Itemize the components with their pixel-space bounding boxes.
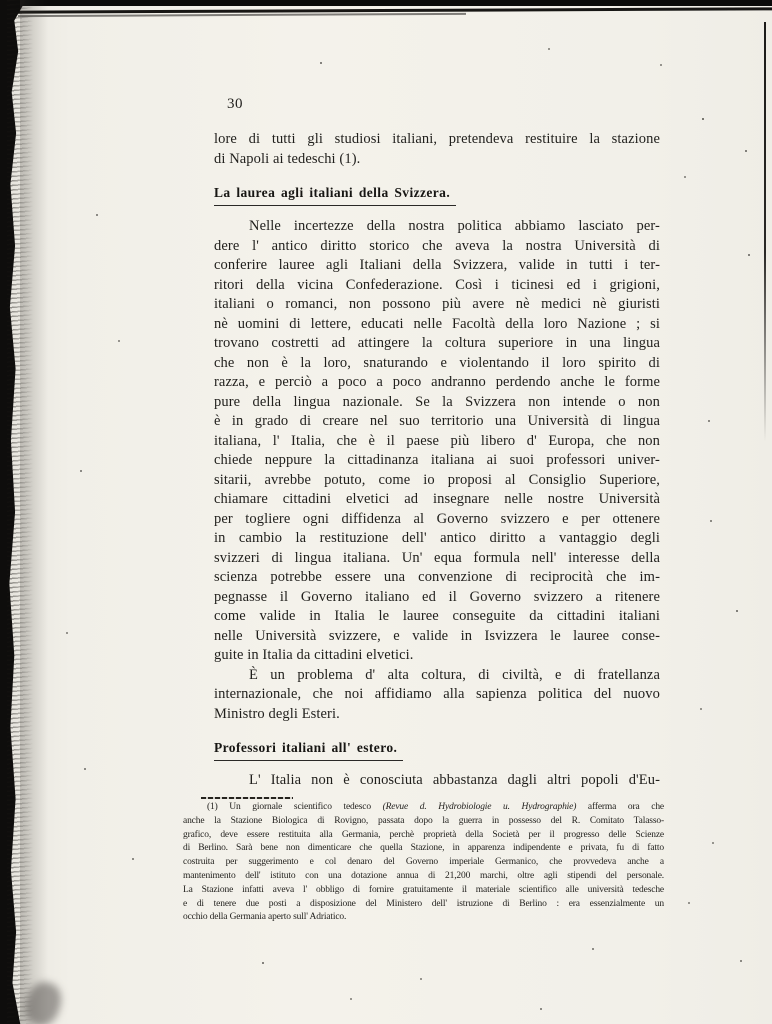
- page-number: 30: [227, 96, 243, 112]
- text-line: trovano costretti ad attingere la coltura superiore in una lingua: [214, 335, 660, 351]
- scan-gutter-shadow: [20, 0, 48, 1024]
- footnote-line: occhio della Germania aperto sull' Adriatico.: [183, 912, 347, 923]
- text-line: chiede neppure la cittadinanza italiana ai suoi professori univer-: [214, 452, 660, 468]
- paragraph-2: [214, 666, 660, 725]
- section-heading-2: [214, 739, 403, 761]
- section-heading-1-text: La laurea agli italiani della Svizzera.: [214, 185, 456, 206]
- text-line: in cambio la restituzione dell' antico diritto a vantaggio degli: [214, 530, 660, 546]
- text-line: scienza potrebbe essere una convenzione di reciprocità che im-: [214, 569, 660, 585]
- text-line: come valide in Italia le lauree conseguite da cittadini italiani: [214, 608, 660, 624]
- footnote-line: grafico, deve essere restituita alla Germania, perchè proprietà della Società per il progresso delle Scienze: [183, 829, 664, 840]
- text-line: lore di tutti gli studiosi italiani, pretendeva restituire la stazione: [214, 131, 660, 147]
- text-line: pure della lingua nazionale. Se la Svizzera non intende o non: [214, 393, 660, 410]
- text-line: razza, e perciò a poco a poco andranno perdendo anche le forme: [214, 374, 660, 390]
- text-line: L' Italia non è conosciuta abbastanza dagli altri popoli d'Eu-: [249, 772, 660, 788]
- text-line: conferire lauree agli Italiani della Svizzera, valide in tutti i ter-: [214, 257, 660, 273]
- text-line: Ministro degli Esteri.: [214, 705, 340, 722]
- paragraph-lines: [214, 666, 660, 705]
- footnote-citation: (Revue d. Hydrobiologie u. Hydrographie): [382, 802, 577, 812]
- paragraph-lines: [214, 771, 660, 791]
- footnote-line: anche la Stazione Biologica di Rovigno, passata dopo la guerra in possesso del R. Comitato Talasso-: [183, 815, 664, 826]
- paragraph-lines: [214, 130, 660, 150]
- section-1-body: [214, 217, 660, 724]
- text-line: pegnasse il Governo italiano ed il Governo svizzero a ritenere: [214, 588, 660, 605]
- section-2-body: [214, 771, 660, 791]
- footnote-line: mantenimento dell' istituto con una dotazione annua di 21,200 marchi, oltre agli stipendi del personale.: [183, 870, 664, 881]
- scan-top-edge: [0, 0, 772, 6]
- section-heading-1: [214, 184, 456, 206]
- footnote-separator: [201, 797, 293, 799]
- text-line: ritori della vicina Confederazione. Così i ticinesi ed i grigioni,: [214, 276, 660, 293]
- footnote-lines: [183, 815, 664, 912]
- text-line: di Napoli ai tedeschi (1).: [214, 150, 361, 167]
- footnote-line: La Stazione infatti aveva l' obbligo di fornire gratuitamente il materiale scientifico alle università tedesche: [183, 884, 664, 895]
- text-line: dere l' antico diritto storico che aveva la nostra Università di: [214, 237, 660, 254]
- text-line: internazionale, che noi affidiamo alla sapienza politica del nuovo: [214, 686, 660, 702]
- text-line: nelle Università svizzere, e valide in Isvizzera le lauree conse-: [214, 627, 660, 644]
- footnote-line: e di tenere due posti a disposizione del Ministero dell' istruzione di Berlino : era essenzialmente un: [183, 898, 664, 909]
- text-line: Nelle incertezze della nostra politica abbiamo lasciato per-: [249, 218, 660, 234]
- footnote-line: di Berlino. Sarà bene non dimenticare che quella Stazione, in apparenza indipendente e privata, fu di fatto: [183, 843, 664, 854]
- text-line: italiani o romanci, non possono più avere nè medici nè giuristi: [214, 296, 660, 312]
- intro-paragraph: [214, 130, 660, 169]
- footnote-text-post: afferma ora che: [576, 802, 664, 812]
- paragraph-lines: [214, 217, 660, 646]
- scan-page-edge-line-2: [18, 13, 466, 17]
- text-line: chiamare cittadini elvetici ad insegnare nelle nostre Università: [214, 491, 660, 507]
- text-line: nè uomini di lettere, educati nelle Facoltà della loro Nazione ; si: [214, 315, 660, 332]
- scan-right-edge-line: [764, 22, 766, 442]
- text-line: sitarii, avrebbe potuto, come io proposi al Consiglio Superiore,: [214, 471, 660, 488]
- footnote-line: [183, 801, 664, 815]
- scan-noise-speckles: [0, 0, 2, 2]
- text-line: che non è la loro, snaturando e violentando il loro spirito di: [214, 354, 660, 371]
- text-line: per togliere ogni diffidenza al Governo svizzero e per ottenere: [214, 510, 660, 527]
- footnote-text-pre: (1) Un giornale scientifico tedesco: [207, 802, 383, 812]
- paragraph-1: [214, 217, 660, 666]
- text-line: guite in Italia da cittadini elvetici.: [214, 647, 414, 663]
- footnote-line: costruita per suggerimento e col denaro del Governo imperiale Germanico, che provvedeva anche a: [183, 857, 664, 868]
- text-line: svizzeri di lingua italiana. Un' equa formula nell' interesse della: [214, 549, 660, 566]
- text-line: È un problema d' alta coltura, di civiltà, e di fratellanza: [249, 666, 660, 683]
- section-heading-2-text: Professori italiani all' estero.: [214, 740, 403, 761]
- text-line: italiana, l' Italia, che è il paese più libero d' Europa, che non: [214, 432, 660, 449]
- text-line: è in grado di creare nel suo territorio una Università di lingua: [214, 413, 660, 429]
- footnote-block: [183, 801, 664, 925]
